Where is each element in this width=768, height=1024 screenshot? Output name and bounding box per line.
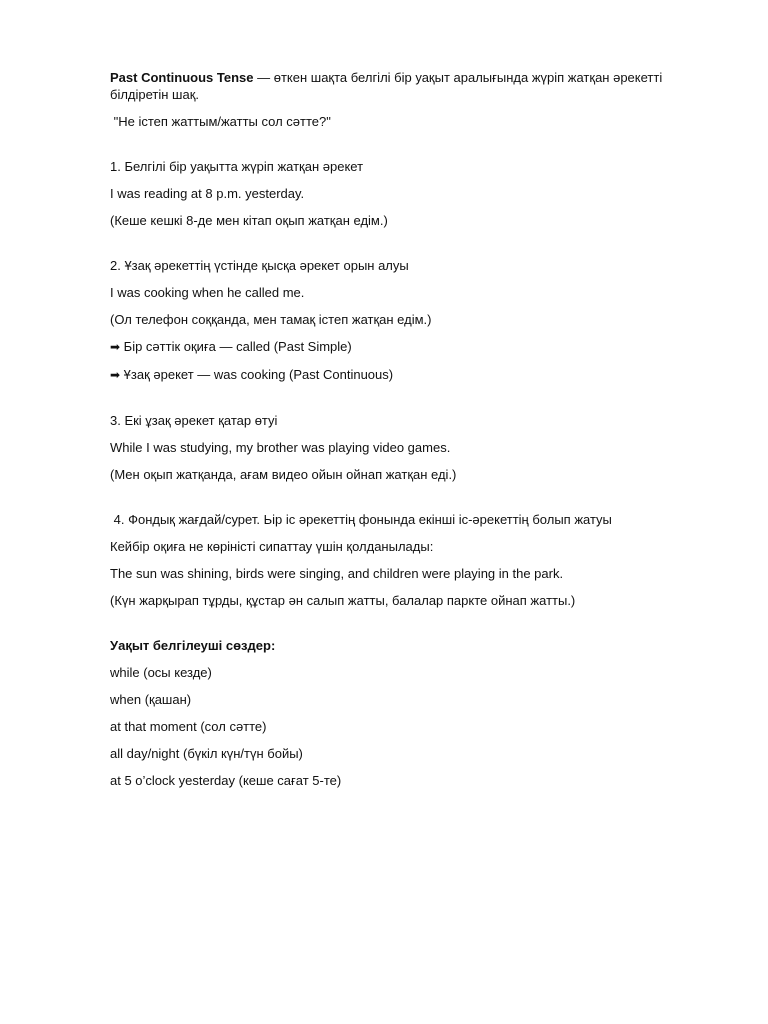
marker-item: when (қашан) (110, 692, 192, 707)
document-page (110, 69, 670, 789)
section-example: The sun was shining, birds were singing, and children were playing in the park. (110, 566, 564, 581)
section-subheading: Кейбір оқиға не көріністі сипаттау үшін қолданылады: (110, 539, 434, 554)
marker-item: while (осы кезде) (110, 665, 212, 680)
marker-item: at 5 o’clock yesterday (кеше сағат 5-те) (110, 773, 342, 788)
section-translation: (Күн жарқырап тұрды, құстар ән салып жатты, балалар паркте ойнап жатты.) (110, 593, 576, 608)
section-translation: (Ол телефон соққанда, мен тамақ істеп жатқан едім.) (110, 312, 432, 327)
intro-term: Past Continuous Tense (110, 70, 254, 85)
intro-question: "Не істеп жаттым/жатты сол сәтте?" (110, 114, 331, 129)
section-example: I was cooking when he called me. (110, 285, 305, 300)
section-translation: (Мен оқып жатқанда, ағам видео ойын ойнап жатқан еді.) (110, 467, 457, 482)
section-note (110, 366, 670, 384)
right-arrow-icon: ➡ (110, 340, 121, 354)
section-note (110, 338, 670, 356)
section-example: I was reading at 8 p.m. yesterday. (110, 186, 305, 201)
right-arrow-icon: ➡ (110, 368, 121, 382)
marker-item: all day/night (бүкіл күн/түн бойы) (110, 746, 303, 761)
section-heading: 1. Белгілі бір уақытта жүріп жатқан әрекет (110, 159, 364, 174)
note-text: Бір сәттік оқиға — called (Past Simple) (120, 339, 352, 354)
note-text: Ұзақ әрекет — was cooking (Past Continuous) (120, 367, 394, 382)
section-heading: 4. Фондық жағдай/сурет. Ьір іс әрекеттің фонында екінші іс-әрекеттің болып жатуы (110, 512, 612, 527)
section-translation: (Кеше кешкі 8-де мен кітап оқып жатқан едім.) (110, 213, 388, 228)
markers-title: Уақыт белгілеуші сөздер: (110, 638, 276, 653)
section-heading: 3. Екі ұзақ әрекет қатар өтуі (110, 413, 278, 428)
intro-definition (110, 69, 670, 103)
intro-definition-text: — өткен шақта белгілі бір уақыт аралығында жүріп жатқан әрекетті білдіретін шақ. (110, 70, 666, 102)
section-heading: 2. Ұзақ әрекеттің үстінде қысқа әрекет орын алуы (110, 258, 409, 273)
marker-item: at that moment (сол сәтте) (110, 719, 267, 734)
section-example: While I was studying, my brother was playing video games. (110, 440, 451, 455)
